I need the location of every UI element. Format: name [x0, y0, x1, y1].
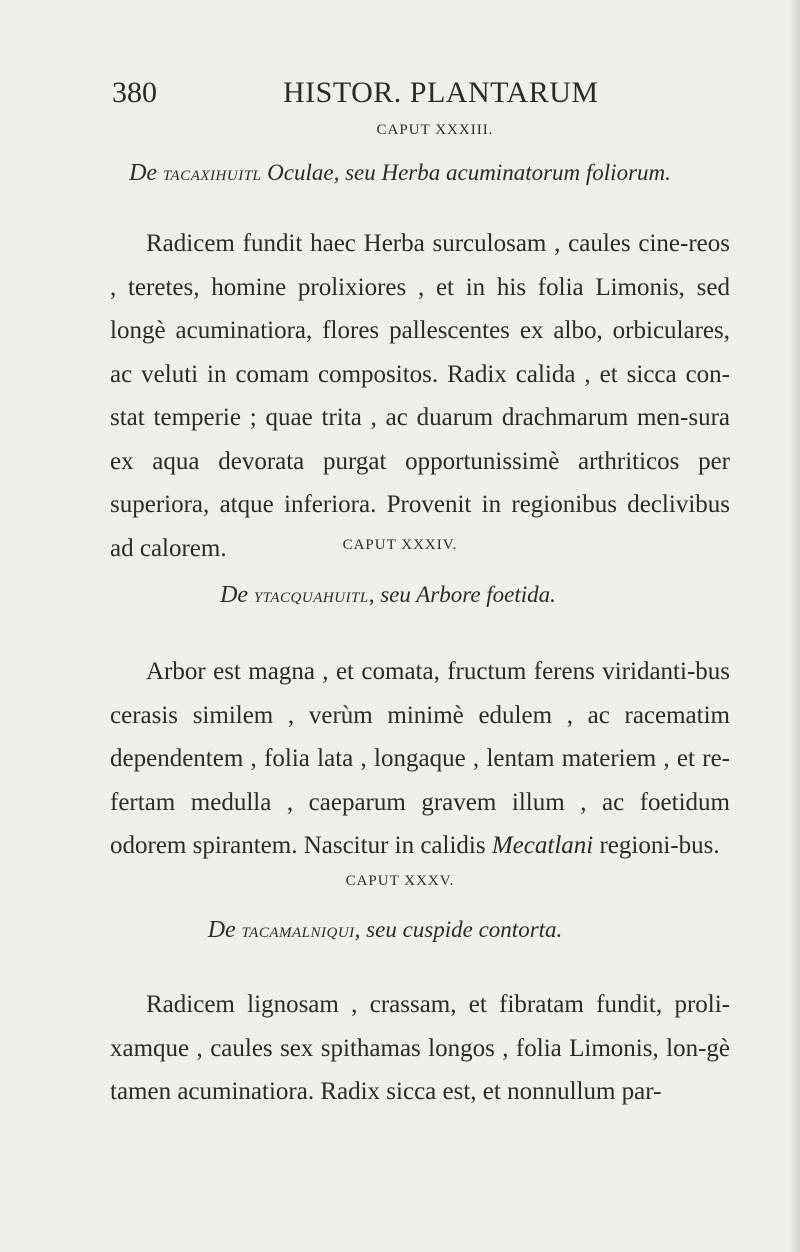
subtitle-de: De — [207, 917, 236, 943]
chapter-heading-33: CAPUT XXXIII. — [376, 122, 494, 138]
running-head-title: HISTOR. PLANTARUM — [283, 76, 599, 109]
paragraph-33: Radicem fundit haec Herba surculosam , caules cine-reos , teretes, homine prolixiores , et in his folia Limonis, sed longè acuminatiora, flores pallescentes ex albo, orbiculares, ac veluti in comam compositos. Radix calida , et sicca con-stat temperie ; quae trita , ac duarum drachmarum men-sura ex aqua devorata purgat opportunissimè arthriticos per superiora, atque inferiora. Provenit in regionibus declivibus ad calorem. — [110, 230, 730, 562]
subtitle-de: De — [129, 160, 158, 186]
paragraph-text: Arbor est magna , et comata, fructum ferens viridanti-bus cerasis similem , verùm minimè edulem , ac racematim dependentem , folia lata , longaque , lentam materiem , et re-fertam medulla , caeparum gravem illum , ac foetidum odorem spirantem. Nascitur in calidis — [110, 658, 730, 859]
page-edge-shadow — [788, 0, 800, 1252]
paragraph-35: Radicem lignosam , crassam, et fibratam fundit, proli-xamque , caules sex spithamas longos , folia Limonis, lon-gè tamen acuminatiora. Radix sicca est, et nonnullum par- — [110, 991, 730, 1105]
chapter-subtitle-35 — [0, 917, 785, 944]
place-name: Mecatlani — [491, 832, 594, 859]
chapter-heading-35: CAPUT XXXV. — [345, 873, 455, 889]
plant-name: tacamalniqui — [241, 918, 355, 942]
paragraph-text: regioni-bus. — [593, 832, 720, 859]
plant-name: tacaxihuitl — [162, 161, 262, 185]
plant-name: ytacquahuitl — [253, 583, 369, 607]
page-number: 380 — [112, 76, 157, 109]
subtitle-seu: , seu Arbore foetida. — [368, 582, 556, 607]
chapter-heading-34: CAPUT XXXIV. — [342, 537, 458, 553]
subtitle-seu: , seu Herba acuminatorum foliorum. — [333, 160, 671, 185]
plant-name-rest: Oculae — [267, 160, 334, 185]
paragraph-34 — [110, 650, 730, 868]
chapter-subtitle-34 — [0, 582, 788, 609]
subtitle-seu: , seu cuspide contorta. — [354, 917, 563, 942]
running-head — [0, 70, 800, 120]
chapter-subtitle-33 — [0, 160, 800, 187]
subtitle-de: De — [220, 582, 249, 608]
